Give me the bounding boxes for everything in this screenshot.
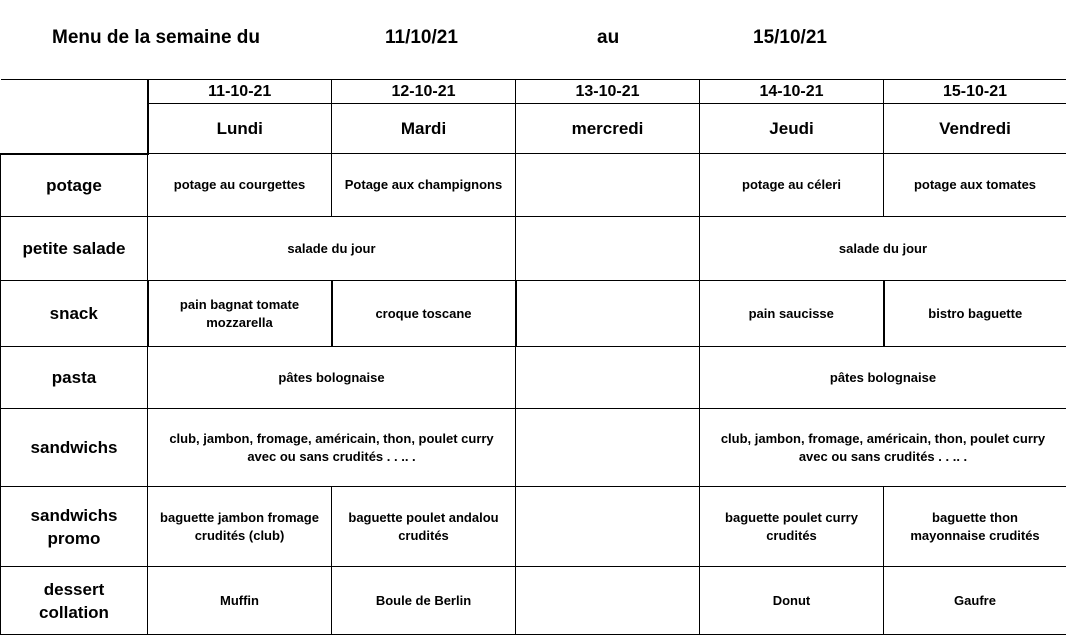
petite-salade-mercredi — [516, 217, 700, 281]
sandwichs-jeudi-vendredi-line-1: club, jambon, fromage, américain, thon, poulet curry — [702, 430, 1064, 448]
days-row — [1, 104, 1066, 154]
category-potage: potage — [1, 154, 148, 217]
promo-vendredi-line-2: mayonnaise crudités — [886, 527, 1064, 545]
page-title: Menu de la semaine du — [52, 27, 260, 49]
sandwichs-jeudi-vendredi — [700, 409, 1066, 487]
category-sandwichs: sandwichs — [1, 409, 148, 487]
potage-mardi: Potage aux champignons — [332, 154, 516, 217]
promo-mardi-line-2: crudités — [334, 527, 513, 545]
category-sandwichs-promo-line-2: promo — [3, 527, 145, 550]
pasta-row — [1, 347, 1066, 409]
day-vendredi: Vendredi — [884, 104, 1066, 154]
pasta-mercredi — [516, 347, 700, 409]
promo-jeudi — [700, 487, 884, 567]
weekly-menu-table — [0, 79, 1066, 635]
date-lundi: 11-10-21 — [148, 80, 332, 104]
potage-vendredi: potage aux tomates — [884, 154, 1066, 217]
dessert-vendredi: Gaufre — [884, 567, 1066, 635]
date-mercredi: 13-10-21 — [516, 80, 700, 104]
potage-jeudi: potage au céleri — [700, 154, 884, 217]
potage-mercredi — [516, 154, 700, 217]
sandwichs-lundi-mardi-line-2: avec ou sans crudités . . .. . — [150, 448, 513, 466]
category-sandwichs-promo — [1, 487, 148, 567]
sandwichs-lundi-mardi-line-1: club, jambon, fromage, américain, thon, poulet curry — [150, 430, 513, 448]
category-petite-salade: petite salade — [1, 217, 148, 281]
dessert-row — [1, 567, 1066, 635]
sandwichs-jeudi-vendredi-line-2: avec ou sans crudités . . .. . — [702, 448, 1064, 466]
promo-vendredi-line-1: baguette thon — [886, 509, 1064, 527]
dessert-mercredi — [516, 567, 700, 635]
end-date: 15/10/21 — [753, 27, 827, 49]
corner-cell-lower — [1, 104, 148, 154]
date-mardi: 12-10-21 — [332, 80, 516, 104]
promo-mardi — [332, 487, 516, 567]
sandwichs-lundi-mardi — [148, 409, 516, 487]
date-jeudi: 14-10-21 — [700, 80, 884, 104]
sandwichs-mercredi — [516, 409, 700, 487]
dessert-lundi: Muffin — [148, 567, 332, 635]
potage-lundi: potage au courgettes — [148, 154, 332, 217]
category-pasta: pasta — [1, 347, 148, 409]
promo-jeudi-line-2: crudités — [702, 527, 881, 545]
snack-vendredi: bistro baguette — [884, 281, 1066, 347]
dessert-mardi: Boule de Berlin — [332, 567, 516, 635]
category-sandwichs-promo-line-1: sandwichs — [3, 504, 145, 527]
corner-cell — [1, 80, 148, 104]
promo-mardi-line-1: baguette poulet andalou — [334, 509, 513, 527]
category-dessert-line-1: dessert — [3, 578, 145, 601]
sandwichs-row — [1, 409, 1066, 487]
snack-lundi — [148, 281, 332, 347]
promo-mercredi — [516, 487, 700, 567]
category-dessert — [1, 567, 148, 635]
day-mercredi: mercredi — [516, 104, 700, 154]
date-vendredi: 15-10-21 — [884, 80, 1066, 104]
snack-mercredi — [516, 281, 700, 347]
promo-jeudi-line-1: baguette poulet curry — [702, 509, 881, 527]
to-label: au — [597, 27, 619, 49]
petite-salade-row — [1, 217, 1066, 281]
sandwichs-promo-row — [1, 487, 1066, 567]
day-mardi: Mardi — [332, 104, 516, 154]
pasta-lundi-mardi: pâtes bolognaise — [148, 347, 516, 409]
dates-row — [1, 80, 1066, 104]
potage-row — [1, 154, 1066, 217]
petite-salade-lundi-mardi: salade du jour — [148, 217, 516, 281]
pasta-jeudi-vendredi: pâtes bolognaise — [700, 347, 1066, 409]
day-jeudi: Jeudi — [700, 104, 884, 154]
day-lundi: Lundi — [148, 104, 332, 154]
category-dessert-line-2: collation — [3, 601, 145, 624]
promo-lundi — [148, 487, 332, 567]
snack-lundi-line-1: pain bagnat tomate — [151, 296, 329, 314]
snack-lundi-line-2: mozzarella — [151, 314, 329, 332]
start-date: 11/10/21 — [385, 27, 458, 49]
promo-lundi-line-2: crudités (club) — [150, 527, 329, 545]
promo-lundi-line-1: baguette jambon fromage — [150, 509, 329, 527]
snack-row — [1, 281, 1066, 347]
snack-jeudi: pain saucisse — [700, 281, 884, 347]
category-snack: snack — [1, 281, 148, 347]
dessert-jeudi: Donut — [700, 567, 884, 635]
petite-salade-jeudi-vendredi: salade du jour — [700, 217, 1066, 281]
promo-vendredi — [884, 487, 1066, 567]
snack-mardi: croque toscane — [332, 281, 516, 347]
